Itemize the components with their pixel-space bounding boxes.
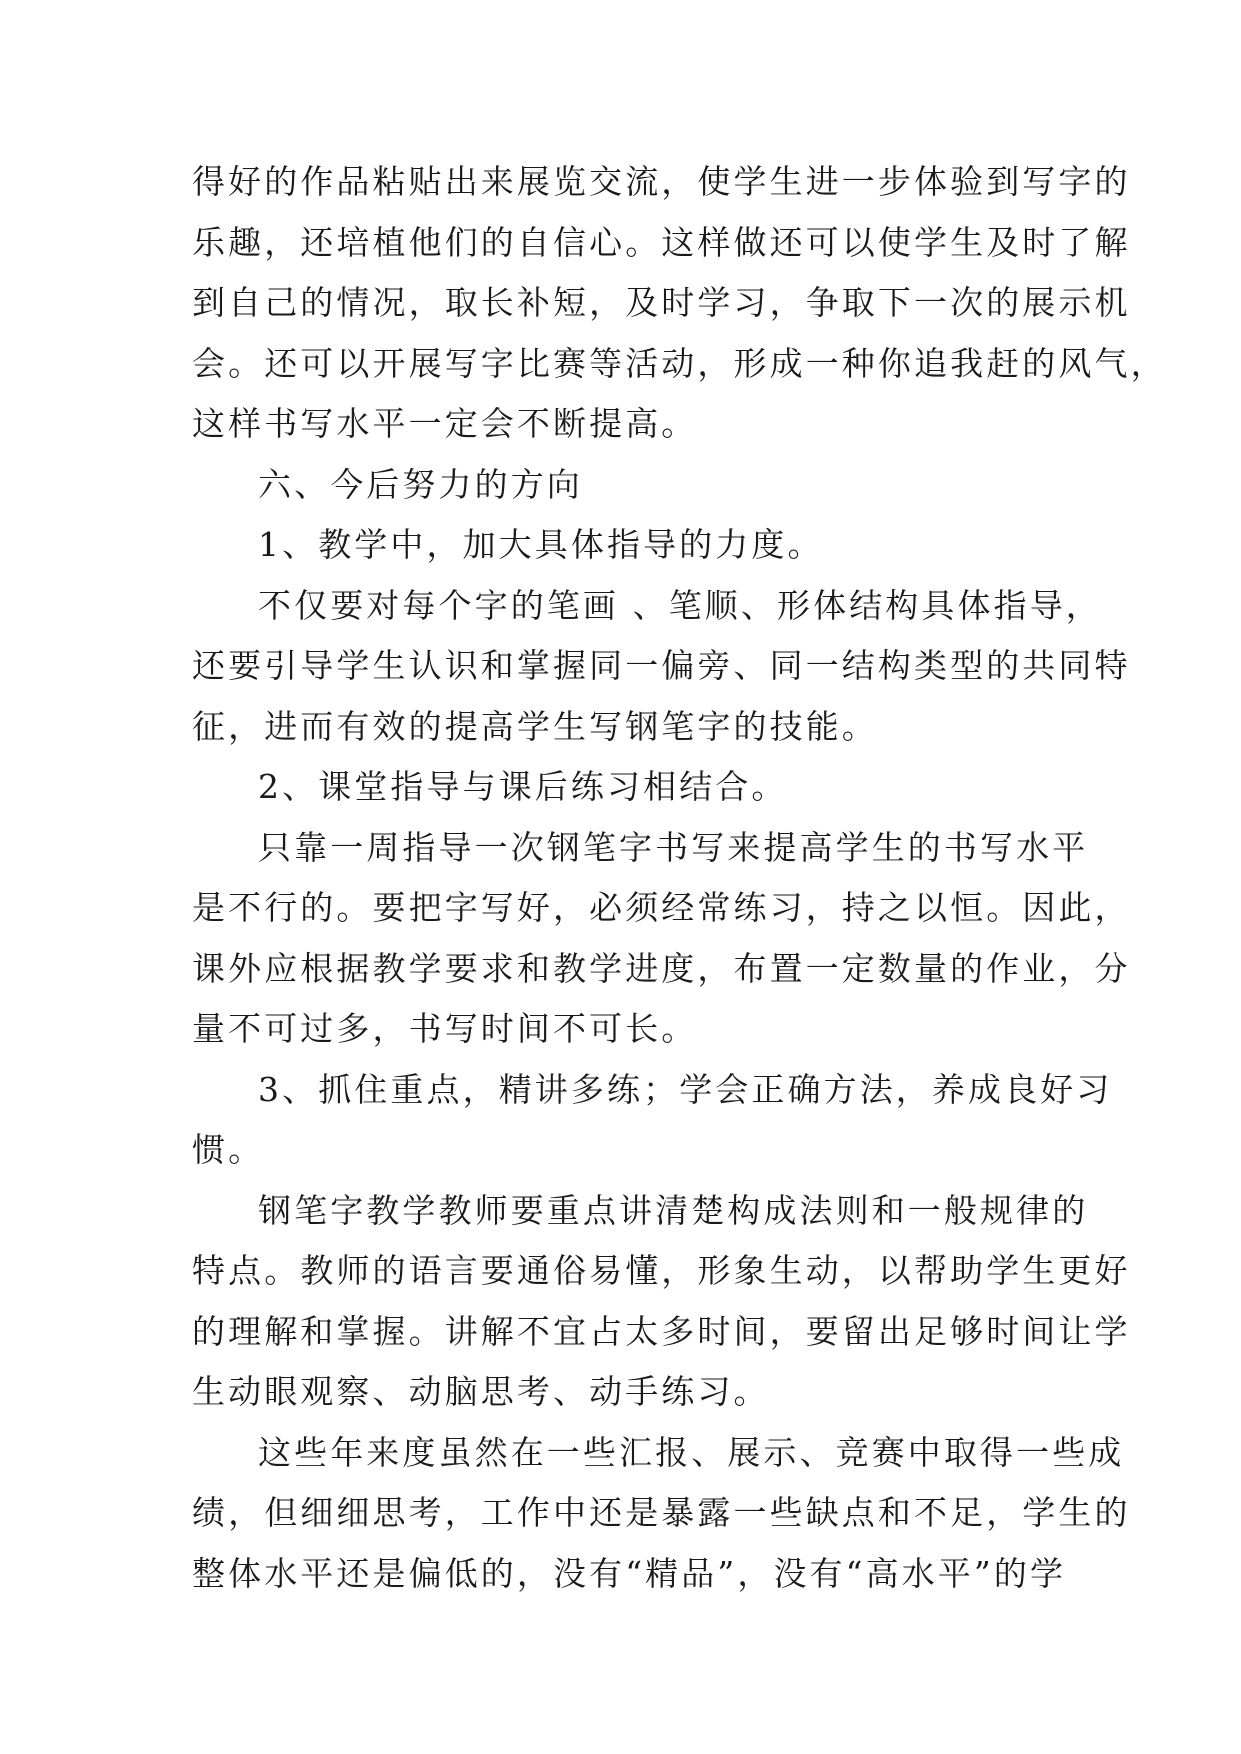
text-line: 是不行的。要把字写好，必须经常练习，持之以恒。因此， [192,888,1131,927]
text-line: 六、今后努力的方向 [258,464,583,504]
text-line: 3、抓住重点，精讲多练；学会正确方法，养成良好习 [258,1069,1113,1109]
text-line: 1、教学中，加大具体指导的力度。 [258,525,824,564]
document-body [192,152,1167,1604]
text-line: 不仅要对每个字的笔画 、笔顺、形体结构具体指导， [258,585,1102,625]
text-line: 整体水平还是偏低的，没有“精品”，没有“高水平”的学 [192,1553,1067,1593]
text-line: 还要引导学生认识和掌握同一偏旁、同一结构类型的共同特 [192,646,1131,685]
text-line: 会。还可以开展写字比赛等活动，形成一种你追我赶的风气， [192,343,1167,383]
text-line: 只靠一周指导一次钢笔字书写来提高学生的书写水平 [258,827,1089,867]
text-line: 生动眼观察、动脑思考、动手练习。 [192,1372,770,1411]
text-line: 到自己的情况，取长补短，及时学习，争取下一次的展示机 [192,283,1131,322]
text-line: 乐趣，还培植他们的自信心。这样做还可以使学生及时了解 [192,222,1131,262]
text-line: 课外应根据教学要求和教学进度，布置一定数量的作业，分 [192,948,1131,988]
text-line: 量不可过多，书写时间不可长。 [192,1009,698,1048]
text-line: 这些年来度虽然在一些汇报、展示、竞赛中取得一些成 [258,1432,1125,1472]
text-line: 绩，但细细思考，工作中还是暴露一些缺点和不足，学生的 [192,1493,1131,1532]
text-line: 2、课堂指导与课后练习相结合。 [258,767,788,806]
text-line: 得好的作品粘贴出来展览交流，使学生进一步体验到写字的 [192,162,1131,201]
text-line: 这样书写水平一定会不断提高。 [192,404,698,443]
text-line: 征，进而有效的提高学生写钢笔字的技能。 [192,706,878,746]
text-line: 的理解和掌握。讲解不宜占太多时间，要留出足够时间让学 [192,1311,1131,1351]
text-line: 惯。 [192,1130,265,1169]
text-line: 钢笔字教学教师要重点讲清楚构成法则和一般规律的 [258,1190,1089,1230]
text-line: 特点。教师的语言要通俗易懂，形象生动，以帮助学生更好 [192,1251,1131,1290]
